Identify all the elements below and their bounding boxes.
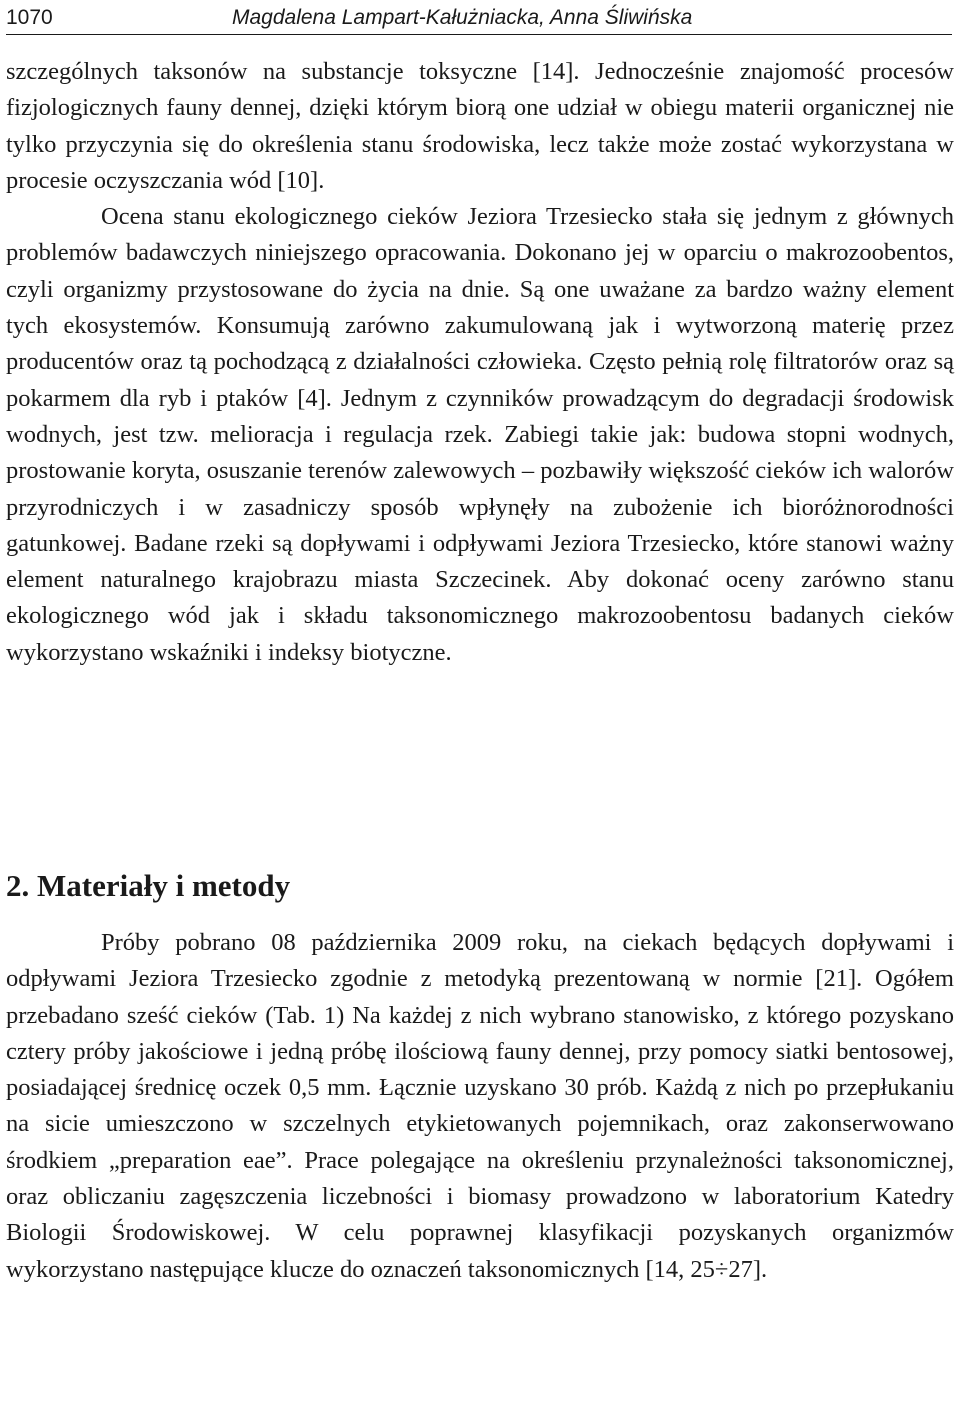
intro-text-block xyxy=(6,54,954,671)
paragraph-ecological-assessment: Ocena stanu ekologicznego cieków Jeziora Trzesiecko stała się jednym z głównych problemów badawczych niniejszego opracowania. Dokonano jej w oparciu o makrozoobentos, czyli organizmy przystosowane do życia na dnie. Są one uważane za bardzo ważny element tych ekosystemów. Konsumują zarówno zakumulowaną jak i wytworzoną materię przez producentów oraz tą pochodzącą z działalności człowieka. Często pełnią rolę filtratorów oraz są pokarmem dla ryb i ptaków [4]. Jednym z czynników prowadzącym do degradacji środowisk wodnych, jest tzw. melioracja i regulacja rzek. Zabiegi takie jak: budowa stopni wodnych, prostowanie koryta, osuszanie terenów zalewowych – pozbawiły większość cieków ich walorów przyrodniczych i w zasadniczy sposób wpłynęły na zubożenie ich bioróżnorodności gatunkowej. Badane rzeki są dopływami i odpływami Jeziora Trzesiecko, które stanowi ważny element naturalnego krajobrazu miasta Szczecinek. Aby dokonać oceny zarówno stanu ekologicznego wód jak i składu taksonomicznego makrozoobentosu badanych cieków wykorzystano wskaźniki i indeksy biotyczne. xyxy=(6,203,954,666)
paragraph-sampling-methods: Próby pobrano 08 października 2009 roku, na ciekach będących dopływami i odpływami Jeziora Trzesiecko zgodnie z metodyką prezentowaną w normie [21]. Ogółem przebadano sześć cieków (Tab. 1) Na każdej z nich wybrano stanowisko, z którego pozyskano cztery próby jakościowe i jedną próbę ilościową fauny dennej, przy pomocy siatki bentosowej, posiadającej średnicę oczek 0,5 mm. Łącznie uzyskano 30 prób. Każdą z nich po przepłukaniu na sicie umieszczono w szczelnych etykietowanych pojemnikach, oraz zakonserwowano środkiem „preparation eae”. Prace polegające na określeniu przynależności taksonomicznej, oraz obliczaniu zagęszczenia liczebności i biomasy prowadzono w laboratorium Katedry Biologii Środowiskowej. W celu poprawnej klasyfikacji pozyskanych organizmów wykorzystano następujące klucze do oznaczeń taksonomicznych [14, 25÷27]. xyxy=(6,929,954,1283)
page-number: 1070 xyxy=(6,6,53,29)
paragraph-continuation: szczególnych taksonów na substancje toksyczne [14]. Jednocześnie znajomość procesów fizjologicznych fauny dennej, dzięki którym biorą one udział w obiegu materii organicznej nie tylko przyczynia się do określenia stanu środowiska, lecz także może zostać wykorzystana w procesie oczyszczania wód [10]. xyxy=(6,58,954,194)
running-header xyxy=(6,4,952,35)
methods-text-block xyxy=(6,925,954,1288)
section-heading-materials-methods: 2. Materiały i metody xyxy=(6,868,291,903)
header-authors: Magdalena Lampart-Kałużniacka, Anna Śliwińska xyxy=(232,6,693,29)
